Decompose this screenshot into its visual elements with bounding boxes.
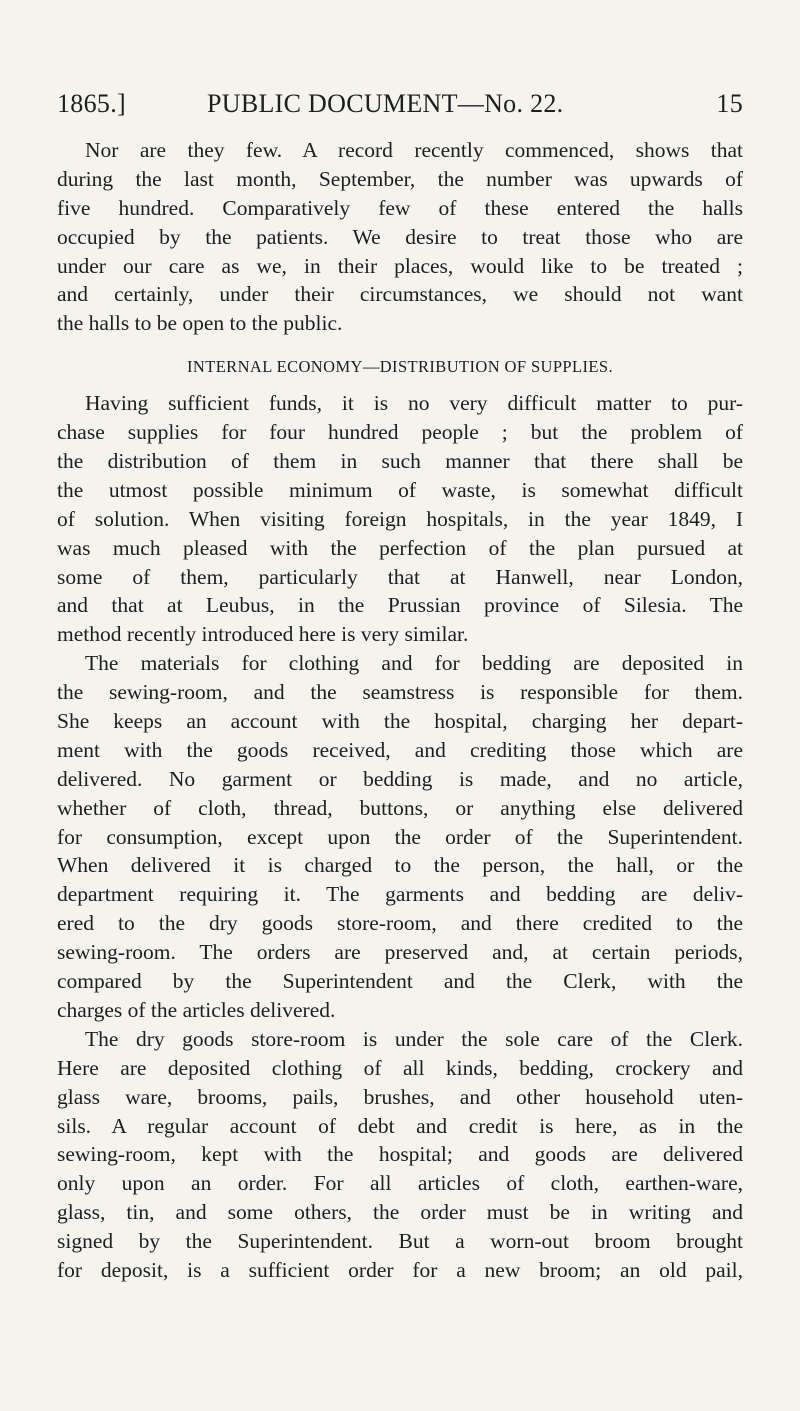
text-line: When delivered it is charged to the person, the hall, or the [57,853,743,878]
text-line: chase supplies for four hundred people ; but the problem of [57,420,743,445]
text-line: the utmost possible minimum of waste, is somewhat difficult [57,477,743,502]
text-line: compared by the Superintendent and the Clerk, with the [57,969,743,994]
text-line: the sewing-room, and the seamstress is responsible for them. [57,680,743,705]
text-line: signed by the Superintendent. But a worn-out broom brought [57,1229,743,1254]
section-heading: INTERNAL ECONOMY—DISTRIBUTION OF SUPPLIES. [187,357,613,377]
text-line: She keeps an account with the hospital, charging her depart- [57,709,743,734]
text-line: delivered. No garment or bedding is made, and no article, [57,766,743,791]
text-line: for deposit, is a sufficient order for a new broom; an old pail, [57,1257,743,1282]
text-line: occupied by the patients. We desire to treat those who are [57,224,743,249]
text-line: and certainly, under their circumstances, we should not want [57,282,743,307]
text-line: was much pleased with the perfection of the plan pursued at [57,535,743,560]
text-line: Here are deposited clothing of all kinds, bedding, crockery and [57,1055,743,1080]
text-line: glass ware, brooms, pails, brushes, and other household uten- [57,1084,743,1109]
paragraph-sewing-room [57,649,743,1025]
text-line: charges of the articles delivered. [57,997,336,1022]
text-line: department requiring it. The garments and bedding are deliv- [57,882,743,907]
running-head [57,84,743,124]
text-line: under our care as we, in their places, would like to be treated ; [57,253,743,278]
text-line: some of them, particularly that at Hanwell, near London, [57,564,743,589]
header-year: 1865.] [57,89,126,118]
text-line: only upon an order. For all articles of cloth, earthen-ware, [57,1171,743,1196]
text-line: and that at Leubus, in the Prussian province of Silesia. The [57,593,743,618]
page-number: 15 [716,89,743,118]
text-line: of solution. When visiting foreign hospitals, in the year 1849, I [57,506,743,531]
text-line: glass, tin, and some others, the order must be in writing and [57,1200,743,1225]
text-line: sewing-room, kept with the hospital; and goods are delivered [57,1142,743,1167]
header-title: PUBLIC DOCUMENT—No. 22. [207,89,564,118]
text-line: The dry goods store-room is under the sole care of the Clerk. [85,1026,743,1051]
text-line: sils. A regular account of debt and credit is here, as in the [57,1113,743,1138]
text-line: Having sufficient funds, it is no very difficult matter to pur- [85,391,743,416]
text-line: The materials for clothing and for bedding are deposited in [85,651,743,676]
text-line: method recently introduced here is very similar. [57,622,469,647]
text-line: sewing-room. The orders are preserved and, at certain periods, [57,940,743,965]
paragraph-store-room [57,1025,743,1285]
paragraph-supplies [57,389,743,649]
text-line: Nor are they few. A record recently commenced, shows that [85,138,743,162]
text-line: during the last month, September, the number was upwards of [57,166,743,191]
text-line: the distribution of them in such manner that there shall be [57,449,743,474]
text-line: whether of cloth, thread, buttons, or anything else delivered [57,795,743,820]
body-text [57,136,743,1285]
text-line: for consumption, except upon the order of the Superintendent. [57,824,743,849]
text-line: the halls to be open to the public. [57,311,343,336]
text-line: ment with the goods received, and crediting those which are [57,737,743,762]
text-line: ered to the dry goods store-room, and there credited to the [57,911,743,936]
paragraph-visitors [57,136,743,338]
text-line: five hundred. Comparatively few of these entered the halls [57,195,743,220]
